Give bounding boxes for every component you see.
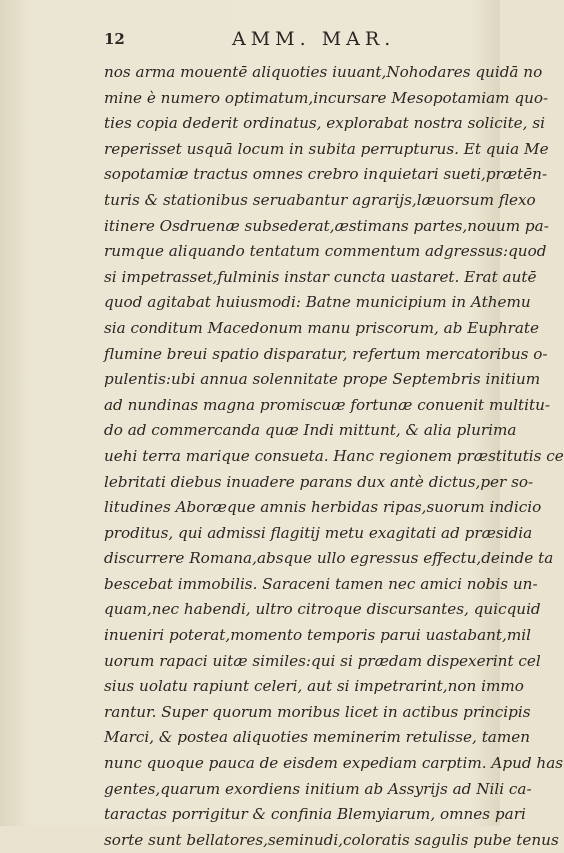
text-line: litudines Aboræque amnis herbidas ripas,suorum indicio <box>104 498 542 517</box>
text-line: lebritati diebus inuadere parans dux antè dictus,per so- <box>104 472 534 491</box>
text-line: rumque aliquando tentatum commentum adgressus:quod <box>104 242 547 261</box>
text-line: flumine breui spatio disparatur, refertum mercatoribus o- <box>104 344 548 363</box>
text-line: sopotamiæ tractus omnes crebro inquietari sueti,prætēn- <box>104 165 548 184</box>
text-line: sorte sunt bellatores,seminudi,coloratis sagulis pube tenus <box>104 830 559 849</box>
text-line: ad nundinas magna promiscuæ fortunæ conuenit multitu- <box>104 395 550 414</box>
text-line: reperisset usquā locum in subita perrupturus. Et quia Me <box>104 139 549 158</box>
text-line: rantur. Super quorum moribus licet in actibus principis <box>104 702 531 721</box>
text-line: inueniri poterat,momento temporis parui uastabant,mil <box>104 626 531 645</box>
text-line: sia conditum Macedonum manu priscorum, ab Euphrate <box>104 318 540 337</box>
text-line: Marci, & postea aliquoties meminerim retulisse, tamen <box>104 728 531 747</box>
page-number: 12 <box>104 30 125 48</box>
text-line: discurrere Romana,absque ullo egressus effectu,deinde ta <box>104 549 554 568</box>
text-line: do ad commercanda quæ Indi mittunt, & alia plurima <box>104 421 517 440</box>
text-line: quam,nec habendi, ultro citroque discursantes, quicquid <box>104 600 541 619</box>
text-line: nos arma mouentē aliquoties iuuant,Nohodares quidā no <box>104 63 543 81</box>
text-line: taractas porrigitur & confinia Blemyiarum, omnes pari <box>104 805 526 824</box>
body-text <box>104 60 564 853</box>
text-line: mine è numero optimatum,incursare Mesopotamiam quo- <box>104 88 549 107</box>
text-line: nunc quoque pauca de eisdem expediam carptim. Apud has <box>104 754 564 773</box>
text-line: si impetrasset,fulminis instar cuncta uastaret. Erat autē <box>104 267 537 286</box>
text-line: uehi terra marique consueta. Hanc regionem præstitutis ce <box>104 446 564 465</box>
text-line: sius uolatu rapiunt celeri, aut si impetrarint,non immo <box>104 677 524 696</box>
text-line: itinere Osdruenæ subsederat,æstimans partes,nouum pa- <box>104 216 549 235</box>
running-head: AMM. MAR. <box>232 28 396 50</box>
text-line: uorum rapaci uitæ similes:qui si prædam dispexerint cel <box>104 651 541 670</box>
text-line: proditus, qui admissi flagitij metu exagitati ad præsidia <box>104 523 533 542</box>
text-line: gentes,quarum exordiens initium ab Assyrijs ad Nili ca- <box>104 779 532 798</box>
text-line: pulentis:ubi annua solennitate prope Septembris initium <box>104 370 541 389</box>
text-line: bescebat immobilis. Saraceni tamen nec amici nobis un- <box>104 574 538 593</box>
text-line: turis & stationibus seruabantur agrarijs,læuorsum flexo <box>104 190 536 209</box>
text-line: ties copia dederit ordinatus, explorabat nostra solicite, si <box>104 114 545 133</box>
text-line: quod agitabat huiusmodi: Batne municipium in Athemu <box>104 293 531 312</box>
